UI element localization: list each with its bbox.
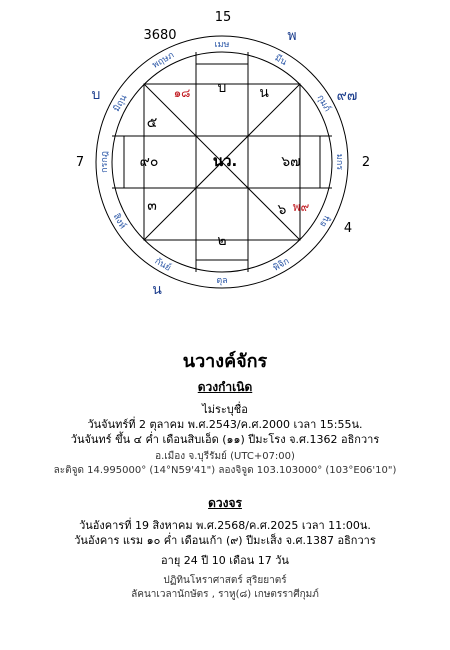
- cell-left-upper-planet: ๕: [146, 115, 158, 131]
- cell-top-planet: บ: [217, 80, 227, 96]
- age-line: อายุ 24 ปี 10 เดือน 17 วัน: [161, 554, 289, 567]
- transit-heading: ดวงจร: [208, 496, 242, 510]
- cell-right-planet: ๖๗: [281, 154, 301, 170]
- zodiac-sign-label: กันย์: [152, 256, 173, 274]
- chart-center-label: นว.: [212, 152, 238, 170]
- zodiac-sign-label: เมษ: [214, 40, 230, 50]
- cell-top-left-planet: ๑๘: [173, 86, 191, 100]
- zodiac-sign-label: กรกฎ: [100, 151, 110, 173]
- outer-right-upper-planet: ๙๗: [336, 88, 358, 104]
- cell-bottom-planet: ๒: [217, 233, 227, 249]
- cell-left-lower-planet: ๓: [147, 198, 157, 214]
- cell-right-lower-planet: ๖: [277, 202, 287, 218]
- footer: [0, 574, 450, 602]
- outer-right-lower-number: 4: [343, 221, 353, 236]
- outer-right-number: 2: [361, 155, 371, 170]
- chart-title: นวางค์จักร: [182, 351, 268, 372]
- outer-top-number: 15: [214, 10, 232, 25]
- birth-heading: ดวงกำเนิด: [197, 380, 253, 394]
- outer-bottom-left-planet: น: [152, 282, 162, 298]
- zodiac-sign-label: สิงห์: [110, 212, 128, 231]
- zodiac-sign-label: กุมภ์: [314, 93, 332, 114]
- zodiac-sign-label: ตุล: [216, 276, 228, 286]
- cell-right-lower-red-planet: พ๙: [292, 200, 310, 214]
- zodiac-sign-label: พิจิก: [271, 256, 292, 274]
- outer-top-left-number: 3680: [143, 28, 177, 43]
- cell-top-right-planet: น: [259, 85, 269, 101]
- zodiac-sign-label: ธนู: [317, 213, 333, 230]
- transit-lunar-line: วันอังคาร แรม ๑๐ ค่ำ เดือนเก้า (๙) ปีมะเส็ง จ.ศ.1387 อธิกวาร: [74, 534, 376, 547]
- birth-section: [0, 378, 450, 478]
- birth-date-line: วันจันทร์ที่ 2 ตุลาคม พ.ศ.2543/ค.ศ.2000 เวลา 15:55น.: [87, 418, 363, 431]
- birth-name: ไม่ระบุชื่อ: [202, 403, 248, 416]
- transit-section: [0, 494, 450, 568]
- zodiac-sign-label: พฤษภ: [150, 50, 177, 71]
- zodiac-sign-label: มิถุน: [111, 93, 130, 114]
- birth-coordinates: ละติจูด 14.995000° (14°N59'41") ลองจิจูด 103.103000° (103°E06'10"): [53, 465, 397, 476]
- birth-place: อ.เมือง จ.บุรีรัมย์ (UTC+07:00): [155, 451, 295, 462]
- transit-date-line: วันอังคารที่ 19 สิงหาคม พ.ศ.2568/ค.ศ.2025 เวลา 11:00น.: [79, 519, 371, 532]
- birth-lunar-line: วันจันทร์ ขึ้น ๔ ค่ำ เดือนสิบเอ็ด (๑๑) ปีมะโรง จ.ศ.1362 อธิกวาร: [70, 433, 380, 446]
- outer-left-number: 7: [75, 155, 85, 170]
- outer-top-right-planet: พ: [287, 28, 297, 44]
- footer-calendar: ปฏิทินโหราศาสตร์ สุริยยาตร์: [163, 575, 287, 586]
- zodiac-sign-label: มกร: [334, 153, 344, 171]
- footer-lagna: ลัคนาเวลานักษัตร , ราหู(๘) เกษตรราศีกุมภ์: [131, 589, 319, 600]
- outer-left-upper-planet: บ: [91, 87, 101, 103]
- zodiac-sign-label: มีน: [272, 53, 289, 69]
- cell-left-planet: ๙๐: [139, 154, 159, 170]
